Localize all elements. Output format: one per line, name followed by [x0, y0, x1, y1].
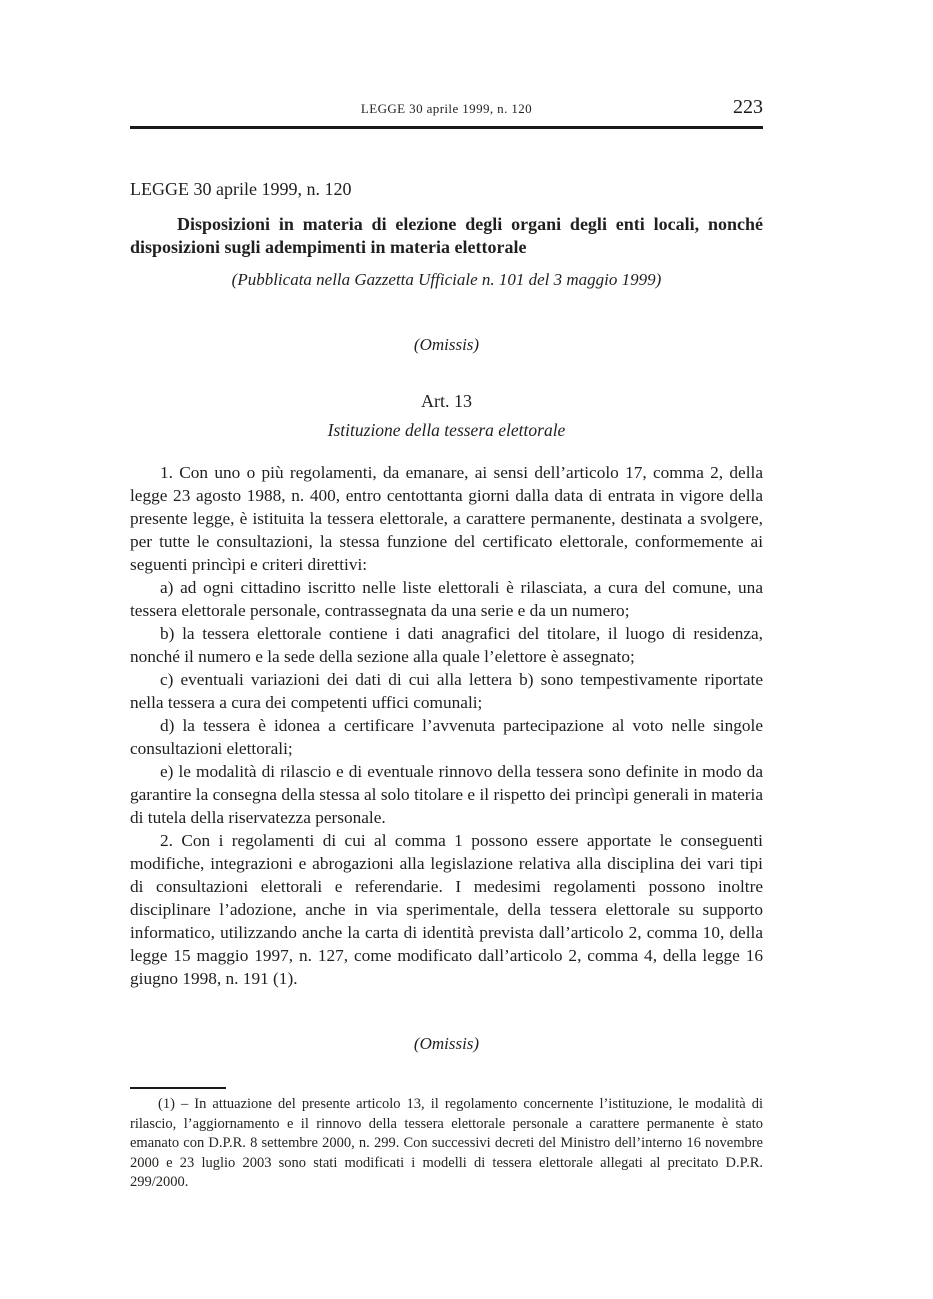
publication-note: (Pubblicata nella Gazzetta Ufficiale n. 101 del 3 maggio 1999)	[231, 270, 662, 289]
paragraph-lettera-b: b) la tessera elettorale contiene i dati anagrafici del titolare, il luogo di residenza, nonché il numero e la sede della sezione alla quale l’elettore è assegnato;	[130, 624, 763, 666]
paragraph-comma-2: 2. Con i regolamenti di cui al comma 1 possono essere apportate le conseguenti modifiche, integrazioni e abrogazioni alla legislazione relativa alla disciplina dei vari tipi di consultazioni elettorali e referendarie. I medesimi regolamenti possono inoltre disciplinare l’adozione, anche in via sperimentale, della tessera elettorale su supporto informatico, utilizzando anche la carta di identità prevista dall’articolo 2, comma 10, della legge 15 maggio 1997, n. 127, come modificato dall’articolo 2, comma 4, della legge 16 giugno 1998, n. 191 (1).	[130, 831, 763, 988]
paragraph-lettera-c: c) eventuali variazioni dei dati di cui alla lettera b) sono tempestivamente riportate nella tessera a cura dei competenti uffici comunali;	[130, 670, 763, 712]
omissis-top: (Omissis)	[413, 335, 480, 354]
footnote-section	[130, 1087, 763, 1193]
omissis-bottom: (Omissis)	[413, 1034, 480, 1053]
article-number: Art. 13	[421, 391, 472, 411]
running-title: LEGGE 30 aprile 1999, n. 120	[360, 101, 533, 116]
law-subtitle: Disposizioni in materia di elezione degli organi degli enti locali, nonché disposizioni sugli adempimenti in materia elettorale	[130, 214, 763, 257]
article-title: Istituzione della tessera elettorale	[327, 420, 566, 440]
paragraph-lettera-a: a) ad ogni cittadino iscritto nelle liste elettorali è rilasciata, a cura del comune, una tessera elettorale personale, contrassegnata da una serie e da un numero;	[130, 578, 763, 620]
paragraph-comma-1: 1. Con uno o più regolamenti, da emanare, ai sensi dell’articolo 17, comma 2, della legge 23 agosto 1988, n. 400, entro centottanta giorni dalla data di entrata in vigore della presente legge, è istituita la tessera elettorale, a carattere permanente, destinata a svolgere, per tutte le consultazioni, la stessa funzione del certificato elettorale, conformemente ai seguenti princìpi e criteri direttivi:	[130, 463, 763, 574]
header-rule	[130, 126, 763, 129]
footnote-rule	[130, 1087, 226, 1089]
article-heading	[130, 390, 763, 441]
paragraph-lettera-d: d) la tessera è idonea a certificare l’avvenuta partecipazione al voto nelle singole consultazioni elettorali;	[130, 716, 763, 758]
footnote: (1) – In attuazione del presente articolo 13, il regolamento concernente l’istituzione, le modalità di rilascio, l’aggiornamento e il rinnovo della tessera elettorale personale a carattere permanente è stato emanato con D.P.R. 8 settembre 2000, n. 299. Con successivi decreti del Ministro dell’interno 16 novembre 2000 e 23 luglio 2003 sono stati modificati i modelli di tessera elettorale allegati al precitato D.P.R. 299/2000.	[130, 1096, 763, 1190]
law-title: LEGGE 30 aprile 1999, n. 120	[130, 179, 352, 199]
law-text	[130, 177, 763, 1055]
page-header	[130, 0, 763, 129]
paragraph-lettera-e: e) le modalità di rilascio e di eventuale rinnovo della tessera sono definite in modo da garantire la consegna della stessa al solo titolare e il rispetto dei princìpi generali in materia di tutela della riservatezza personale.	[130, 762, 763, 827]
page-number: 223	[733, 96, 763, 118]
article-body	[130, 461, 763, 990]
text-column	[130, 0, 763, 1193]
